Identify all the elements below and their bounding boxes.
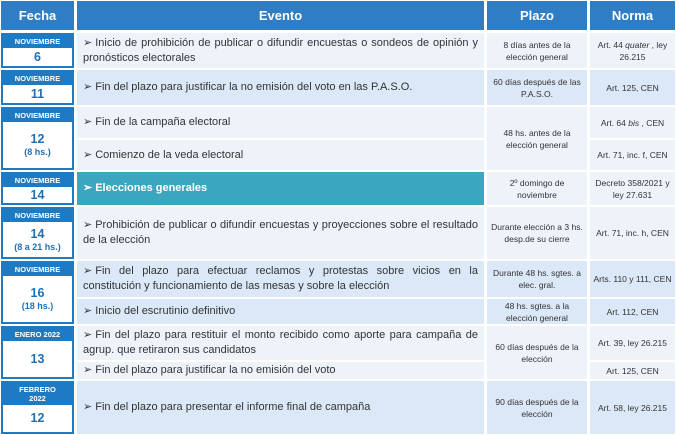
date-day: 12 (8 hs.) xyxy=(3,122,72,168)
event-cell: ➢ Comienzo de la veda electoral xyxy=(77,140,484,170)
event-cell: ➢ Inicio del escrutinio definitivo xyxy=(77,299,484,324)
date-day: 13 xyxy=(3,341,72,377)
arrow-icon: ➢ xyxy=(83,148,93,161)
norma-cell: Art. 58, ley 26.215 xyxy=(590,381,675,434)
header-plazo: Plazo xyxy=(487,1,587,30)
header-evento: Evento xyxy=(77,1,484,30)
plazo-cell: 60 días después de la elección xyxy=(487,326,587,379)
event-cell: ➢ Fin del plazo para restituir el monto recibido como aporte para campaña de agrup. que retiraron sus candidatos xyxy=(77,326,484,360)
event-cell: ➢ Prohibición de publicar o difundir encuestas y proyecciones sobre el resultado de la elección xyxy=(77,207,484,259)
date-month: NOVIEMBRE xyxy=(14,265,61,274)
norma-cell: Art. 44 quater , ley 26.215 xyxy=(590,33,675,68)
arrow-icon: ➢ xyxy=(83,305,93,317)
event-cell: ➢ Fin del plazo para efectuar reclamos y protestas sobre vicios en la constitución y funcionamiento de las mesas y sobre la elección xyxy=(77,261,484,297)
date-month: NOVIEMBRE xyxy=(14,74,61,83)
plazo-cell: Durante elección a 3 hs. desp.de su cierre xyxy=(487,207,587,259)
event-cell-highlight: ➢ Elecciones generales xyxy=(77,172,484,205)
event-cell: ➢ Fin del plazo para justificar la no emisión del voto xyxy=(77,362,484,379)
arrow-icon: ➢ xyxy=(83,36,93,49)
plazo-cell: 60 días después de las P.A.S.O. xyxy=(487,70,587,105)
header-norma: Norma xyxy=(590,1,675,30)
date-month: NOVIEMBRE xyxy=(14,211,61,220)
date-day: 14 xyxy=(3,187,72,203)
date-cell xyxy=(1,261,74,324)
event-cell: ➢ Fin del plazo para justificar la no emisión del voto en las P.A.S.O. xyxy=(77,70,484,105)
date-cell xyxy=(1,381,74,434)
norma-cell: Arts. 110 y 111, CEN xyxy=(590,261,675,297)
plazo-cell: 2º domingo de noviembre xyxy=(487,172,587,205)
norma-cell: Art. 112, CEN xyxy=(590,299,675,324)
date-day: 11 xyxy=(3,85,72,103)
arrow-icon: ➢ xyxy=(83,116,93,128)
arrow-icon: ➢ xyxy=(83,401,93,413)
arrow-icon: ➢ xyxy=(83,364,93,376)
norma-cell: Art. 39, ley 26.215 xyxy=(590,326,675,360)
date-cell xyxy=(1,33,74,68)
event-cell: ➢ Fin de la campaña electoral xyxy=(77,107,484,138)
event-cell: ➢ Inicio de prohibición de publicar o difundir encuestas o sondeos de opinión y pronósticos electorales xyxy=(77,33,484,68)
plazo-cell: 90 días después de la elección xyxy=(487,381,587,434)
date-month: NOVIEMBRE xyxy=(14,37,61,46)
date-cell xyxy=(1,70,74,105)
date-hours: (8 hs.) xyxy=(24,147,51,157)
date-cell xyxy=(1,107,74,170)
date-hours: (18 hs.) xyxy=(21,301,54,311)
date-month: NOVIEMBRE xyxy=(14,111,61,120)
norma-cell: Decreto 358/2021 y ley 27.631 xyxy=(590,172,675,205)
date-day: 12 xyxy=(3,405,72,432)
date-month: FEBRERO 2022 xyxy=(19,385,56,403)
date-month: ENERO 2022 xyxy=(14,330,61,339)
plazo-cell: Durante 48 hs. sgtes. a elec. gral. xyxy=(487,261,587,297)
norma-cell: Art. 71, inc. h, CEN xyxy=(590,207,675,259)
date-cell xyxy=(1,326,74,379)
plazo-cell: 8 días antes de la elección general xyxy=(487,33,587,68)
date-day: 16 (18 hs.) xyxy=(3,276,72,322)
date-hours: (8 a 21 hs.) xyxy=(14,241,61,252)
date-month: NOVIEMBRE xyxy=(14,176,61,185)
date-day: 6 xyxy=(3,48,72,66)
date-cell xyxy=(1,172,74,205)
date-day: 14 (8 a 21 hs.) xyxy=(3,222,72,257)
header-fecha: Fecha xyxy=(1,1,74,30)
arrow-icon: ➢ xyxy=(83,81,93,93)
norma-cell: Art. 125, CEN xyxy=(590,70,675,105)
date-cell xyxy=(1,207,74,259)
arrow-icon: ➢ xyxy=(83,265,93,277)
arrow-icon: ➢ xyxy=(83,329,93,341)
norma-cell: Art. 125, CEN xyxy=(590,362,675,379)
plazo-cell: 48 hs. antes de la elección general xyxy=(487,107,587,170)
norma-cell: Art. 64 bis , CEN xyxy=(590,107,675,138)
plazo-cell: 48 hs. sgtes. a la elección general xyxy=(487,299,587,324)
event-cell: ➢ Fin del plazo para presentar el informe final de campaña xyxy=(77,381,484,434)
norma-cell: Art. 71, inc. f, CEN xyxy=(590,140,675,170)
arrow-icon: ➢ xyxy=(83,182,93,194)
arrow-icon: ➢ xyxy=(83,219,93,231)
